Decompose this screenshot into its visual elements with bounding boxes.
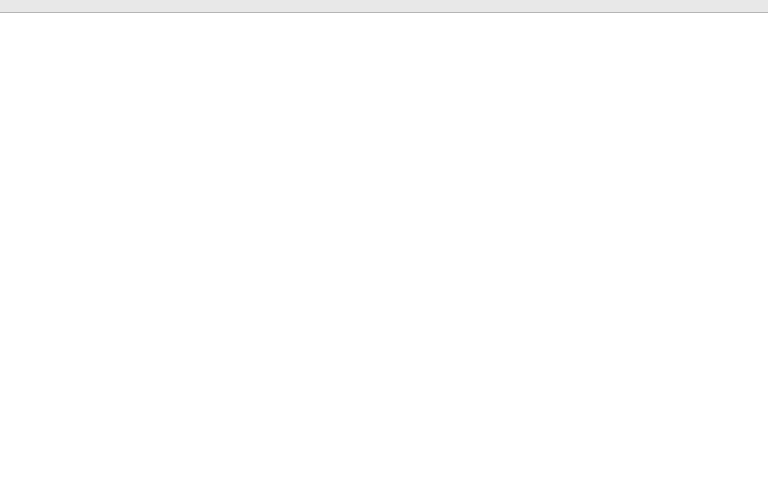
column-header-bar	[0, 0, 768, 13]
